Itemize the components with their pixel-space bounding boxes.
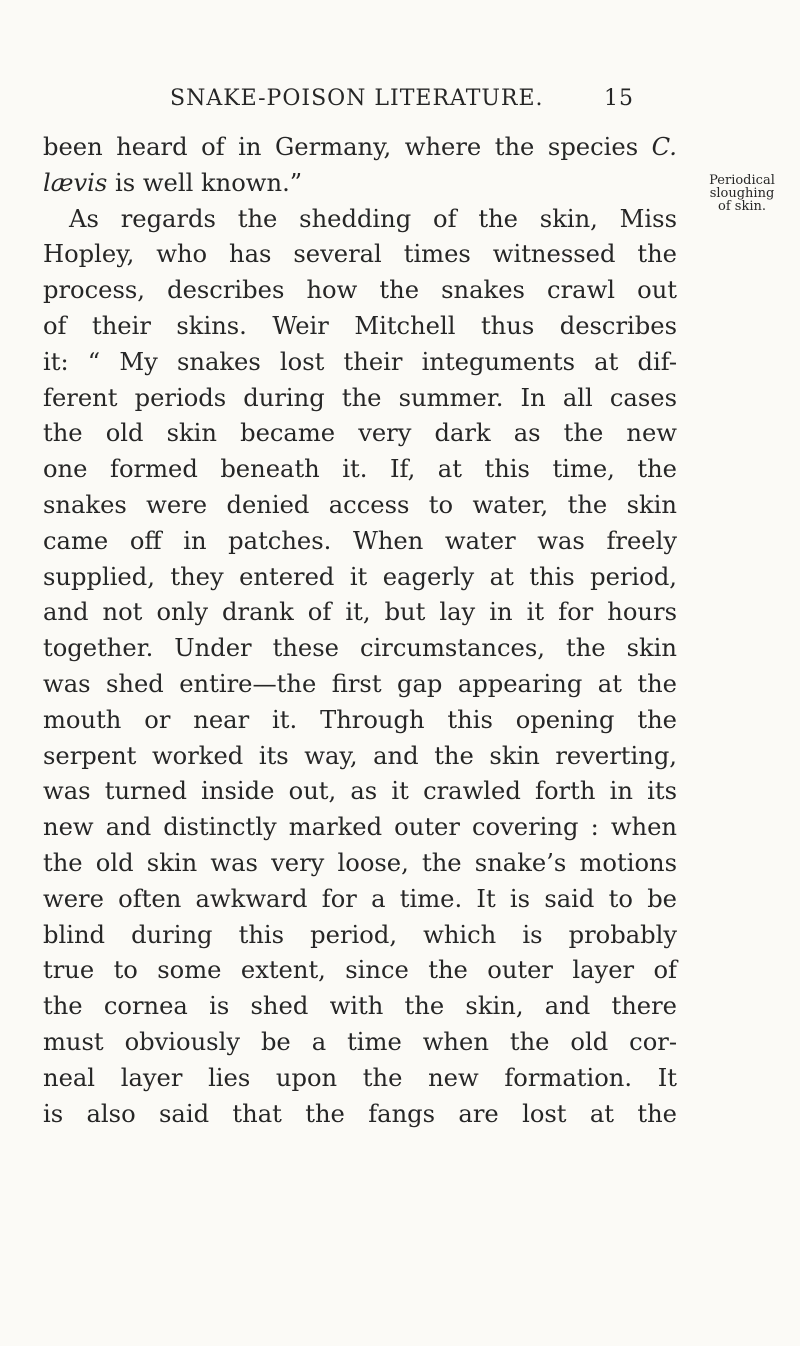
text-line: and not only drank of it, but lay in it for hours [43,598,677,627]
body-text [43,130,677,1132]
text-line: mouth or near it. Through this opening the [43,705,677,734]
text-line: lævis is well known.” [43,168,303,197]
text-line: together. Under these circumstances, the skin [43,634,677,663]
text-line: serpent worked its way, and the skin reverting, [43,741,677,770]
page-number: 15 [604,86,634,111]
text-line: was shed entire—the first gap appearing at the [43,669,677,698]
running-title: SNAKE-POISON LITERATURE. [170,86,544,111]
text-line: the cornea is shed with the skin, and there [43,992,677,1021]
species-name: lævis [43,168,108,197]
text-line: blind during this period, which is probably [43,920,677,949]
text-line: was turned inside out, as it crawled forth in its [43,777,677,806]
margin-note-line: of skin. [718,199,766,214]
text-line: is also said that the fangs are lost at the [43,1099,677,1128]
text-line: neal layer lies upon the new formation. It [43,1063,677,1092]
margin-note-line: sloughing [709,186,775,201]
text-line: it: “ My snakes lost their integuments at dif- [43,347,677,376]
text-line: As regards the shedding of the skin, Miss [69,204,677,233]
text-line: one formed beneath it. If, at this time, the [43,455,677,484]
species-abbrev: C. [651,133,677,161]
text-line: the old skin became very dark as the new [43,419,677,448]
text-line: came off in patches. When water was freely [43,526,677,555]
text-line: process, describes how the snakes crawl out [43,276,677,305]
text-line: snakes were denied access to water, the skin [43,490,677,519]
text-line: true to some extent, since the outer layer of [43,956,677,985]
text-line: been heard of in Germany, where the species C. [43,133,677,161]
text-line: supplied, they entered it eagerly at this period, [43,562,677,591]
text-line: the old skin was very loose, the snake’s motions [43,848,677,877]
text-line: ferent periods during the summer. In all cases [43,383,677,412]
text-line: of their skins. Weir Mitchell thus describes [43,311,677,340]
text-line: new and distinctly marked outer covering : when [43,813,677,842]
text-line: were often awkward for a time. It is said to be [43,884,677,913]
text-line: Hopley, who has several times witnessed the [43,240,677,269]
text-line: must obviously be a time when the old cor- [43,1027,677,1056]
margin-note-line: Periodical [709,173,775,188]
margin-note [690,174,794,213]
